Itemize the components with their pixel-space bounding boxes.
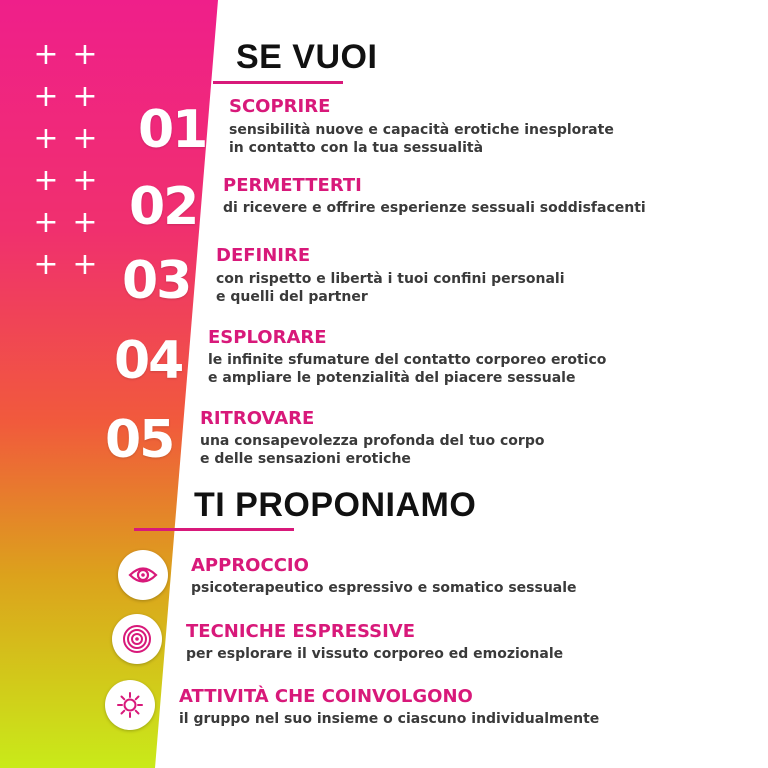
item-desc-line: di ricevere e offrire esperienze sessuali soddisfacenti	[223, 200, 646, 216]
plus-icon: +	[72, 163, 98, 198]
item-title: ESPLORARE	[208, 327, 327, 348]
plus-icon: +	[33, 247, 59, 282]
item-number: 01	[138, 100, 207, 160]
item-number: 03	[122, 251, 191, 311]
plus-icon: +	[33, 163, 59, 198]
eye-icon	[118, 550, 168, 600]
offer-title: ATTIVITÀ CHE COINVOLGONO	[179, 686, 473, 707]
offer-title: APPROCCIO	[191, 555, 309, 576]
offer-title: TECNICHE ESPRESSIVE	[186, 621, 416, 642]
plus-icon: +	[33, 79, 59, 114]
plus-icon: +	[72, 79, 98, 114]
plus-icon: +	[72, 121, 98, 156]
target-icon	[112, 614, 162, 664]
item-title: DEFINIRE	[216, 245, 311, 266]
item-title: RITROVARE	[200, 408, 315, 429]
plus-icon: +	[33, 121, 59, 156]
item-desc-line: le infinite sfumature del contatto corporeo erotico	[208, 352, 607, 368]
item-desc-line: e delle sensazioni erotiche	[200, 451, 411, 467]
item-desc-line: e quelli del partner	[216, 289, 368, 305]
offer-desc: psicoterapeutico espressivo e somatico sessuale	[191, 580, 577, 596]
plus-icon: +	[72, 247, 98, 282]
plus-icon: +	[72, 205, 98, 240]
item-number: 02	[129, 177, 198, 237]
offer-desc: per esplorare il vissuto corporeo ed emozionale	[186, 646, 564, 662]
item-desc-line: sensibilità nuove e capacità erotiche inesplorate	[229, 122, 614, 138]
offer-desc: il gruppo nel suo insieme o ciascuno individualmente	[179, 711, 600, 727]
title-underline	[213, 81, 343, 84]
plus-icon: +	[33, 37, 59, 72]
plus-icon: +	[72, 37, 98, 72]
item-number: 04	[114, 331, 183, 391]
item-desc-line: con rispetto e libertà i tuoi confini personali	[216, 271, 565, 287]
item-desc-line: e ampliare le potenzialità del piacere sessuale	[208, 370, 576, 386]
section-underline	[134, 528, 294, 531]
plus-icon: +	[33, 205, 59, 240]
sun-icon	[105, 680, 155, 730]
item-desc-line: in contatto con la tua sessualità	[229, 140, 484, 156]
item-title: SCOPRIRE	[229, 96, 331, 117]
item-number: 05	[105, 410, 174, 470]
section-title-se-vuoi: SE VUOI	[236, 38, 378, 76]
section-title-ti-proponiamo: TI PROPONIAMO	[194, 486, 477, 524]
item-title: PERMETTERTI	[223, 175, 362, 196]
item-desc-line: una consapevolezza profonda del tuo corpo	[200, 433, 545, 449]
